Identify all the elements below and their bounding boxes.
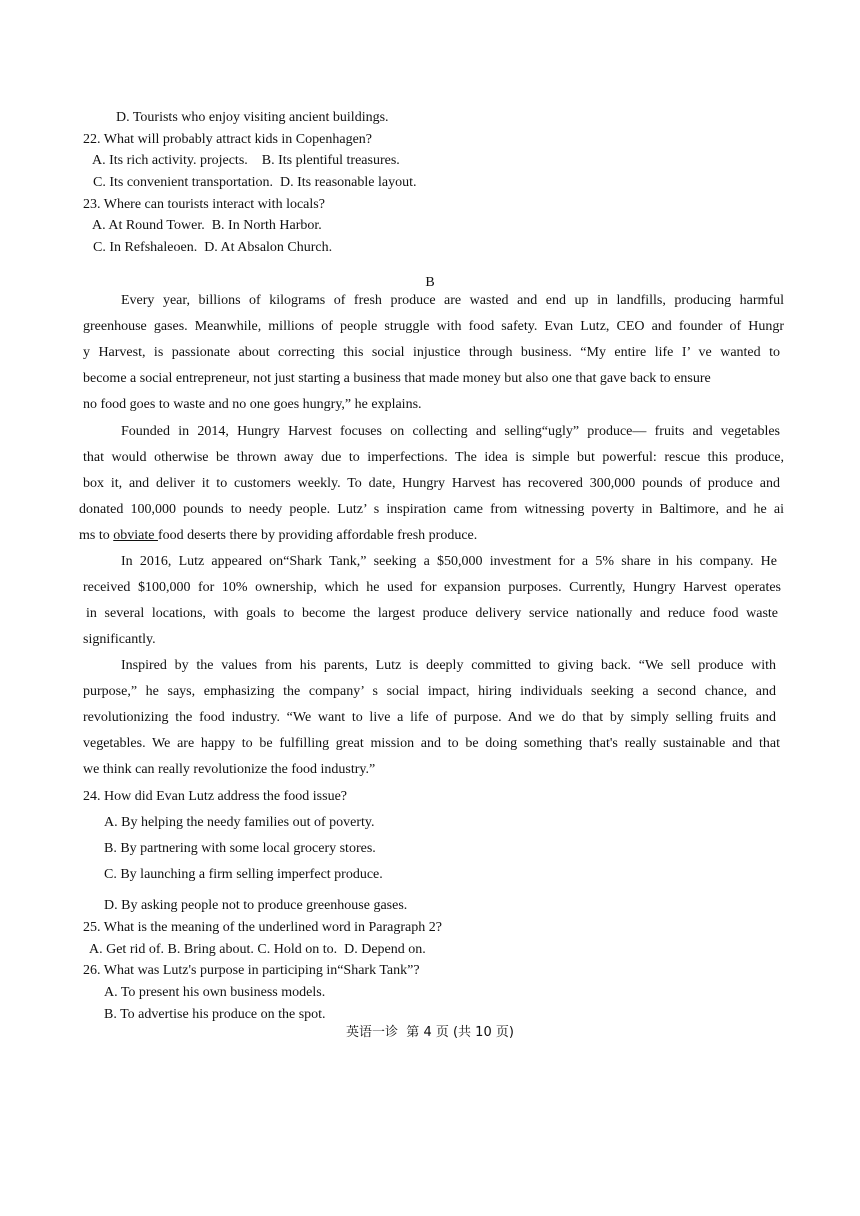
q21-option-d: D. Tourists who enjoy visiting ancient buildings. [116,110,389,125]
passage-p3-line3: in several locations, with goals to become the largest produce delivery service nationally and reduce food waste [86,606,778,621]
q26-stem: 26. What was Lutz's purpose in participing in“Shark Tank”? [83,963,420,978]
passage-p2-line5 [79,528,477,544]
passage-p2-line5-start: ms to [79,528,114,543]
q23-stem: 23. Where can tourists interact with locals? [83,197,325,212]
passage-p2-line3: box it, and deliver it to customers weekly. To date, Hungry Harvest has recovered 300,000 pounds of produce and [83,476,780,491]
q25-options: A. Get rid of. B. Bring about. C. Hold on to. D. Depend on. [89,942,426,957]
q24-option-b: B. By partnering with some local grocery stores. [104,841,376,856]
passage-p3-line2: received $100,000 for 10% ownership, which he used for expansion purposes. Currently, Hungry Harvest operates [83,580,781,595]
q26-option-a: A. To present his own business models. [104,985,326,1000]
q23-options-row2: C. In Refshaleoen. D. At Absalon Church. [93,240,333,255]
passage-p3-line1: In 2016, Lutz appeared on“Shark Tank,” seeking a $50,000 investment for a 5% share in his company. He [121,554,777,569]
passage-p1-line4: become a social entrepreneur, not just starting a business that made money but also one that gave back to ensure [83,371,711,386]
passage-p4-line1: Inspired by the values from his parents, Lutz is deeply committed to giving back. “We sell produce with [121,658,776,673]
q24-stem: 24. How did Evan Lutz address the food issue? [83,789,347,804]
passage-p1-line5: no food goes to waste and no one goes hungry,” he explains. [83,397,422,412]
q22-stem: 22. What will probably attract kids in Copenhagen? [83,132,373,147]
passage-p2-line2: that would otherwise be thrown away due to imperfections. The idea is simple but powerful: rescue this produce, [83,450,784,465]
passage-p4-line2: purpose,” he says, emphasizing the company’ s social impact, hiring individuals seeking a second chance, and [83,684,776,699]
passage-p1-line3: y Harvest, is passionate about correcting this social injustice through business. “My entire life I’ ve wanted to [83,345,780,360]
passage-p2-line4: donated 100,000 pounds to needy people. Lutz’ s inspiration came from witnessing poverty in Baltimore, and he ai [79,502,784,517]
section-heading: B [425,275,435,290]
q24-option-c: C. By launching a firm selling imperfect produce. [104,867,383,882]
q23-options-row1: A. At Round Tower. B. In North Harbor. [92,218,322,233]
q22-options-row1: A. Its rich activity. projects. B. Its plentiful treasures. [92,153,400,168]
passage-p1-line2: greenhouse gases. Meanwhile, millions of people struggle with food safety. Evan Lutz, CEO and founder of Hungr [83,319,784,334]
q24-option-d: D. By asking people not to produce greenhouse gases. [104,898,408,913]
passage-p3-line4: significantly. [83,632,156,647]
passage-p4-line3: revolutionizing the food industry. “We want to live a life of purpose. And we do that by simply selling fruits and [83,710,776,725]
passage-p2-line5-end: food deserts there by providing affordable fresh produce. [157,528,478,543]
passage-p1-line1: Every year, billions of kilograms of fresh produce are wasted and end up in landfills, producing harmful [121,293,784,308]
q24-option-a: A. By helping the needy families out of poverty. [104,815,375,830]
page-footer: 英语一诊 第 4 页 (共 10 页) [346,1025,514,1040]
passage-p2-line1: Founded in 2014, Hungry Harvest focuses on collecting and selling“ugly” produce— fruits and vegetables [121,424,780,439]
q22-options-row2: C. Its convenient transportation. D. Its reasonable layout. [93,175,417,190]
q25-stem: 25. What is the meaning of the underlined word in Paragraph 2? [83,920,442,935]
passage-p4-line4: vegetables. We are happy to be fulfilling great mission and to be doing something that's really sustainable and that [83,736,780,751]
passage-p4-line5: we think can really revolutionize the food industry.” [83,762,376,777]
underlined-word: obviate [113,528,158,543]
q26-option-b: B. To advertise his produce on the spot. [104,1007,326,1022]
